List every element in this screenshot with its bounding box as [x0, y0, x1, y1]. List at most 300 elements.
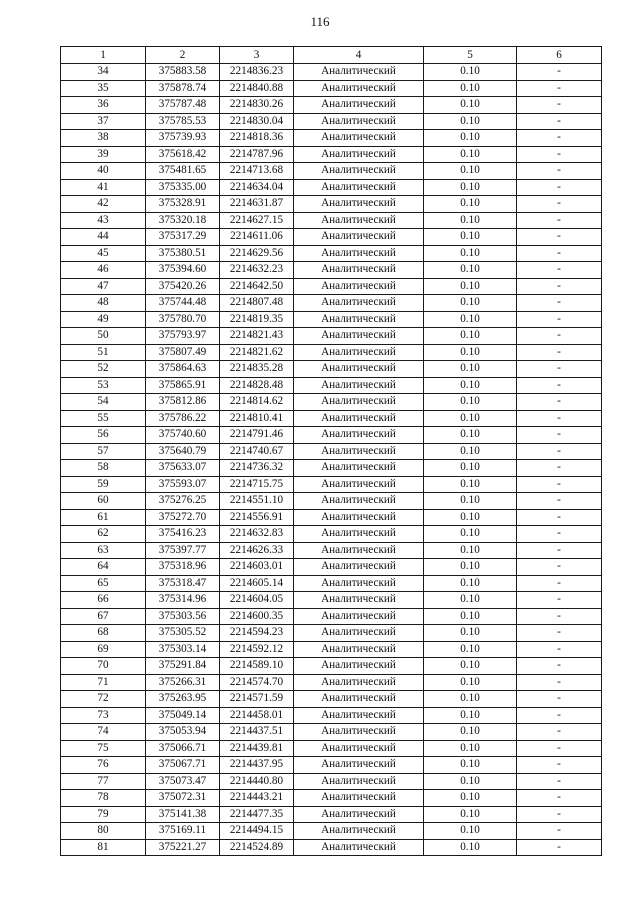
method-cell: Аналитический	[294, 328, 424, 345]
x-coordinate-cell: 375303.14	[146, 641, 220, 658]
point-number-cell: 36	[61, 97, 146, 114]
note-cell: -	[517, 278, 602, 295]
accuracy-cell: 0.10	[424, 427, 517, 444]
x-coordinate-cell: 375303.56	[146, 608, 220, 625]
note-cell: -	[517, 493, 602, 510]
method-cell: Аналитический	[294, 163, 424, 180]
point-number-cell: 62	[61, 526, 146, 543]
note-cell: -	[517, 427, 602, 444]
note-cell: -	[517, 674, 602, 691]
method-cell: Аналитический	[294, 361, 424, 378]
x-coordinate-cell: 375739.93	[146, 130, 220, 147]
note-cell: -	[517, 625, 602, 642]
accuracy-cell: 0.10	[424, 608, 517, 625]
accuracy-cell: 0.10	[424, 328, 517, 345]
method-cell: Аналитический	[294, 311, 424, 328]
x-coordinate-cell: 375053.94	[146, 724, 220, 741]
x-coordinate-cell: 375420.26	[146, 278, 220, 295]
accuracy-cell: 0.10	[424, 295, 517, 312]
accuracy-cell: 0.10	[424, 773, 517, 790]
y-coordinate-cell: 2214634.04	[220, 179, 294, 196]
point-number-cell: 72	[61, 691, 146, 708]
point-number-cell: 75	[61, 740, 146, 757]
accuracy-cell: 0.10	[424, 740, 517, 757]
y-coordinate-cell: 2214642.50	[220, 278, 294, 295]
accuracy-cell: 0.10	[424, 377, 517, 394]
table-body	[61, 64, 602, 856]
table-row	[61, 361, 602, 378]
accuracy-cell: 0.10	[424, 806, 517, 823]
method-cell: Аналитический	[294, 377, 424, 394]
x-coordinate-cell: 375066.71	[146, 740, 220, 757]
x-coordinate-cell: 375320.18	[146, 212, 220, 229]
note-cell: -	[517, 443, 602, 460]
y-coordinate-cell: 2214830.26	[220, 97, 294, 114]
accuracy-cell: 0.10	[424, 196, 517, 213]
method-cell: Аналитический	[294, 559, 424, 576]
x-coordinate-cell: 375786.22	[146, 410, 220, 427]
point-number-cell: 74	[61, 724, 146, 741]
table-row	[61, 80, 602, 97]
point-number-cell: 45	[61, 245, 146, 262]
method-cell: Аналитический	[294, 196, 424, 213]
note-cell: -	[517, 790, 602, 807]
table-row	[61, 773, 602, 790]
note-cell: -	[517, 328, 602, 345]
x-coordinate-cell: 375397.77	[146, 542, 220, 559]
y-coordinate-cell: 2214571.59	[220, 691, 294, 708]
header-cell-1: 1	[61, 47, 146, 64]
note-cell: -	[517, 641, 602, 658]
table-row	[61, 344, 602, 361]
y-coordinate-cell: 2214632.83	[220, 526, 294, 543]
x-coordinate-cell: 375883.58	[146, 64, 220, 81]
point-number-cell: 60	[61, 493, 146, 510]
point-number-cell: 67	[61, 608, 146, 625]
y-coordinate-cell: 2214629.56	[220, 245, 294, 262]
accuracy-cell: 0.10	[424, 311, 517, 328]
table-row	[61, 278, 602, 295]
method-cell: Аналитический	[294, 394, 424, 411]
accuracy-cell: 0.10	[424, 658, 517, 675]
point-number-cell: 47	[61, 278, 146, 295]
note-cell: -	[517, 608, 602, 625]
note-cell: -	[517, 196, 602, 213]
note-cell: -	[517, 179, 602, 196]
method-cell: Аналитический	[294, 658, 424, 675]
x-coordinate-cell: 375593.07	[146, 476, 220, 493]
x-coordinate-cell: 375744.48	[146, 295, 220, 312]
accuracy-cell: 0.10	[424, 691, 517, 708]
method-cell: Аналитический	[294, 212, 424, 229]
method-cell: Аналитический	[294, 146, 424, 163]
y-coordinate-cell: 2214592.12	[220, 641, 294, 658]
y-coordinate-cell: 2214715.75	[220, 476, 294, 493]
table-row	[61, 64, 602, 81]
y-coordinate-cell: 2214840.88	[220, 80, 294, 97]
accuracy-cell: 0.10	[424, 113, 517, 130]
accuracy-cell: 0.10	[424, 839, 517, 856]
accuracy-cell: 0.10	[424, 641, 517, 658]
point-number-cell: 46	[61, 262, 146, 279]
table-row	[61, 130, 602, 147]
note-cell: -	[517, 691, 602, 708]
note-cell: -	[517, 130, 602, 147]
x-coordinate-cell: 375864.63	[146, 361, 220, 378]
method-cell: Аналитический	[294, 691, 424, 708]
point-number-cell: 39	[61, 146, 146, 163]
point-number-cell: 41	[61, 179, 146, 196]
x-coordinate-cell: 375169.11	[146, 823, 220, 840]
point-number-cell: 66	[61, 592, 146, 609]
method-cell: Аналитический	[294, 575, 424, 592]
accuracy-cell: 0.10	[424, 707, 517, 724]
header-row	[61, 47, 602, 64]
x-coordinate-cell: 375263.95	[146, 691, 220, 708]
note-cell: -	[517, 542, 602, 559]
method-cell: Аналитический	[294, 773, 424, 790]
x-coordinate-cell: 375640.79	[146, 443, 220, 460]
note-cell: -	[517, 740, 602, 757]
y-coordinate-cell: 2214791.46	[220, 427, 294, 444]
method-cell: Аналитический	[294, 542, 424, 559]
table-row	[61, 179, 602, 196]
y-coordinate-cell: 2214814.62	[220, 394, 294, 411]
x-coordinate-cell: 375318.96	[146, 559, 220, 576]
accuracy-cell: 0.10	[424, 724, 517, 741]
y-coordinate-cell: 2214494.15	[220, 823, 294, 840]
table-row	[61, 460, 602, 477]
table-row	[61, 229, 602, 246]
method-cell: Аналитический	[294, 80, 424, 97]
note-cell: -	[517, 64, 602, 81]
method-cell: Аналитический	[294, 509, 424, 526]
point-number-cell: 59	[61, 476, 146, 493]
note-cell: -	[517, 97, 602, 114]
point-number-cell: 58	[61, 460, 146, 477]
accuracy-cell: 0.10	[424, 262, 517, 279]
note-cell: -	[517, 773, 602, 790]
x-coordinate-cell: 375328.91	[146, 196, 220, 213]
accuracy-cell: 0.10	[424, 823, 517, 840]
method-cell: Аналитический	[294, 443, 424, 460]
accuracy-cell: 0.10	[424, 757, 517, 774]
accuracy-cell: 0.10	[424, 460, 517, 477]
accuracy-cell: 0.10	[424, 476, 517, 493]
note-cell: -	[517, 592, 602, 609]
header-cell-2: 2	[146, 47, 220, 64]
table-row	[61, 509, 602, 526]
accuracy-cell: 0.10	[424, 344, 517, 361]
point-number-cell: 61	[61, 509, 146, 526]
header-cell-6: 6	[517, 47, 602, 64]
x-coordinate-cell: 375314.96	[146, 592, 220, 609]
y-coordinate-cell: 2214828.48	[220, 377, 294, 394]
header-cell-3: 3	[220, 47, 294, 64]
table-header	[61, 47, 602, 64]
note-cell: -	[517, 460, 602, 477]
accuracy-cell: 0.10	[424, 394, 517, 411]
method-cell: Аналитический	[294, 344, 424, 361]
note-cell: -	[517, 229, 602, 246]
y-coordinate-cell: 2214551.10	[220, 493, 294, 510]
point-number-cell: 44	[61, 229, 146, 246]
table-row	[61, 163, 602, 180]
point-number-cell: 51	[61, 344, 146, 361]
point-number-cell: 76	[61, 757, 146, 774]
point-number-cell: 65	[61, 575, 146, 592]
point-number-cell: 80	[61, 823, 146, 840]
point-number-cell: 73	[61, 707, 146, 724]
note-cell: -	[517, 394, 602, 411]
x-coordinate-cell: 375272.70	[146, 509, 220, 526]
method-cell: Аналитический	[294, 410, 424, 427]
accuracy-cell: 0.10	[424, 526, 517, 543]
point-number-cell: 81	[61, 839, 146, 856]
method-cell: Аналитический	[294, 64, 424, 81]
x-coordinate-cell: 375073.47	[146, 773, 220, 790]
y-coordinate-cell: 2214440.80	[220, 773, 294, 790]
y-coordinate-cell: 2214830.04	[220, 113, 294, 130]
accuracy-cell: 0.10	[424, 559, 517, 576]
table-row	[61, 757, 602, 774]
table-row	[61, 328, 602, 345]
x-coordinate-cell: 375072.31	[146, 790, 220, 807]
note-cell: -	[517, 526, 602, 543]
point-number-cell: 79	[61, 806, 146, 823]
note-cell: -	[517, 113, 602, 130]
header-cell-4: 4	[294, 47, 424, 64]
table-row	[61, 377, 602, 394]
x-coordinate-cell: 375291.84	[146, 658, 220, 675]
y-coordinate-cell: 2214807.48	[220, 295, 294, 312]
y-coordinate-cell: 2214631.87	[220, 196, 294, 213]
note-cell: -	[517, 262, 602, 279]
point-number-cell: 34	[61, 64, 146, 81]
method-cell: Аналитический	[294, 740, 424, 757]
method-cell: Аналитический	[294, 707, 424, 724]
note-cell: -	[517, 559, 602, 576]
x-coordinate-cell: 375740.60	[146, 427, 220, 444]
table-row	[61, 592, 602, 609]
accuracy-cell: 0.10	[424, 80, 517, 97]
x-coordinate-cell: 375318.47	[146, 575, 220, 592]
x-coordinate-cell: 375394.60	[146, 262, 220, 279]
table-row	[61, 262, 602, 279]
table-row	[61, 625, 602, 642]
point-number-cell: 48	[61, 295, 146, 312]
y-coordinate-cell: 2214611.06	[220, 229, 294, 246]
note-cell: -	[517, 509, 602, 526]
note-cell: -	[517, 757, 602, 774]
y-coordinate-cell: 2214740.67	[220, 443, 294, 460]
table-row	[61, 575, 602, 592]
y-coordinate-cell: 2214626.33	[220, 542, 294, 559]
method-cell: Аналитический	[294, 757, 424, 774]
method-cell: Аналитический	[294, 97, 424, 114]
accuracy-cell: 0.10	[424, 229, 517, 246]
method-cell: Аналитический	[294, 262, 424, 279]
point-number-cell: 54	[61, 394, 146, 411]
point-number-cell: 35	[61, 80, 146, 97]
table-row	[61, 608, 602, 625]
y-coordinate-cell: 2214821.43	[220, 328, 294, 345]
table-row	[61, 97, 602, 114]
header-cell-5: 5	[424, 47, 517, 64]
method-cell: Аналитический	[294, 295, 424, 312]
point-number-cell: 77	[61, 773, 146, 790]
point-number-cell: 64	[61, 559, 146, 576]
x-coordinate-cell: 375380.51	[146, 245, 220, 262]
method-cell: Аналитический	[294, 460, 424, 477]
point-number-cell: 53	[61, 377, 146, 394]
x-coordinate-cell: 375865.91	[146, 377, 220, 394]
method-cell: Аналитический	[294, 476, 424, 493]
accuracy-cell: 0.10	[424, 361, 517, 378]
accuracy-cell: 0.10	[424, 509, 517, 526]
table-row	[61, 427, 602, 444]
accuracy-cell: 0.10	[424, 542, 517, 559]
y-coordinate-cell: 2214458.01	[220, 707, 294, 724]
y-coordinate-cell: 2214713.68	[220, 163, 294, 180]
table-row	[61, 476, 602, 493]
table-row	[61, 295, 602, 312]
point-number-cell: 50	[61, 328, 146, 345]
x-coordinate-cell: 375807.49	[146, 344, 220, 361]
x-coordinate-cell: 375276.25	[146, 493, 220, 510]
y-coordinate-cell: 2214443.21	[220, 790, 294, 807]
note-cell: -	[517, 707, 602, 724]
y-coordinate-cell: 2214574.70	[220, 674, 294, 691]
table-row	[61, 146, 602, 163]
table-row	[61, 212, 602, 229]
method-cell: Аналитический	[294, 526, 424, 543]
x-coordinate-cell: 375812.86	[146, 394, 220, 411]
x-coordinate-cell: 375780.70	[146, 311, 220, 328]
y-coordinate-cell: 2214819.35	[220, 311, 294, 328]
method-cell: Аналитический	[294, 493, 424, 510]
y-coordinate-cell: 2214594.23	[220, 625, 294, 642]
point-number-cell: 37	[61, 113, 146, 130]
note-cell: -	[517, 658, 602, 675]
y-coordinate-cell: 2214477.35	[220, 806, 294, 823]
table-row	[61, 410, 602, 427]
y-coordinate-cell: 2214627.15	[220, 212, 294, 229]
method-cell: Аналитический	[294, 130, 424, 147]
table-row	[61, 493, 602, 510]
method-cell: Аналитический	[294, 823, 424, 840]
x-coordinate-cell: 375335.00	[146, 179, 220, 196]
y-coordinate-cell: 2214604.05	[220, 592, 294, 609]
x-coordinate-cell: 375481.65	[146, 163, 220, 180]
y-coordinate-cell: 2214605.14	[220, 575, 294, 592]
note-cell: -	[517, 245, 602, 262]
method-cell: Аналитический	[294, 608, 424, 625]
accuracy-cell: 0.10	[424, 443, 517, 460]
accuracy-cell: 0.10	[424, 245, 517, 262]
note-cell: -	[517, 344, 602, 361]
accuracy-cell: 0.10	[424, 410, 517, 427]
point-number-cell: 52	[61, 361, 146, 378]
point-number-cell: 57	[61, 443, 146, 460]
table-row	[61, 740, 602, 757]
page-number: 116	[310, 14, 330, 29]
y-coordinate-cell: 2214600.35	[220, 608, 294, 625]
accuracy-cell: 0.10	[424, 97, 517, 114]
method-cell: Аналитический	[294, 179, 424, 196]
table-row	[61, 707, 602, 724]
x-coordinate-cell: 375141.38	[146, 806, 220, 823]
point-number-cell: 71	[61, 674, 146, 691]
method-cell: Аналитический	[294, 245, 424, 262]
point-number-cell: 63	[61, 542, 146, 559]
note-cell: -	[517, 410, 602, 427]
point-number-cell: 70	[61, 658, 146, 675]
note-cell: -	[517, 377, 602, 394]
x-coordinate-cell: 375305.52	[146, 625, 220, 642]
note-cell: -	[517, 823, 602, 840]
y-coordinate-cell: 2214439.81	[220, 740, 294, 757]
note-cell: -	[517, 806, 602, 823]
point-number-cell: 69	[61, 641, 146, 658]
table-row	[61, 823, 602, 840]
method-cell: Аналитический	[294, 674, 424, 691]
x-coordinate-cell: 375787.48	[146, 97, 220, 114]
x-coordinate-cell: 375317.29	[146, 229, 220, 246]
accuracy-cell: 0.10	[424, 674, 517, 691]
note-cell: -	[517, 146, 602, 163]
table-row	[61, 839, 602, 856]
x-coordinate-cell: 375266.31	[146, 674, 220, 691]
table-row	[61, 526, 602, 543]
table-row	[61, 691, 602, 708]
x-coordinate-cell: 375633.07	[146, 460, 220, 477]
y-coordinate-cell: 2214821.62	[220, 344, 294, 361]
accuracy-cell: 0.10	[424, 212, 517, 229]
accuracy-cell: 0.10	[424, 163, 517, 180]
y-coordinate-cell: 2214818.36	[220, 130, 294, 147]
accuracy-cell: 0.10	[424, 575, 517, 592]
note-cell: -	[517, 839, 602, 856]
x-coordinate-cell: 375221.27	[146, 839, 220, 856]
note-cell: -	[517, 724, 602, 741]
table-row	[61, 245, 602, 262]
method-cell: Аналитический	[294, 790, 424, 807]
x-coordinate-cell: 375785.53	[146, 113, 220, 130]
x-coordinate-cell: 375049.14	[146, 707, 220, 724]
x-coordinate-cell: 375793.97	[146, 328, 220, 345]
point-number-cell: 38	[61, 130, 146, 147]
table-row	[61, 641, 602, 658]
accuracy-cell: 0.10	[424, 592, 517, 609]
y-coordinate-cell: 2214524.89	[220, 839, 294, 856]
y-coordinate-cell: 2214589.10	[220, 658, 294, 675]
note-cell: -	[517, 163, 602, 180]
method-cell: Аналитический	[294, 839, 424, 856]
x-coordinate-cell: 375067.71	[146, 757, 220, 774]
note-cell: -	[517, 295, 602, 312]
note-cell: -	[517, 80, 602, 97]
point-number-cell: 78	[61, 790, 146, 807]
note-cell: -	[517, 361, 602, 378]
method-cell: Аналитический	[294, 625, 424, 642]
x-coordinate-cell: 375618.42	[146, 146, 220, 163]
point-number-cell: 42	[61, 196, 146, 213]
note-cell: -	[517, 212, 602, 229]
y-coordinate-cell: 2214736.32	[220, 460, 294, 477]
method-cell: Аналитический	[294, 641, 424, 658]
y-coordinate-cell: 2214603.01	[220, 559, 294, 576]
